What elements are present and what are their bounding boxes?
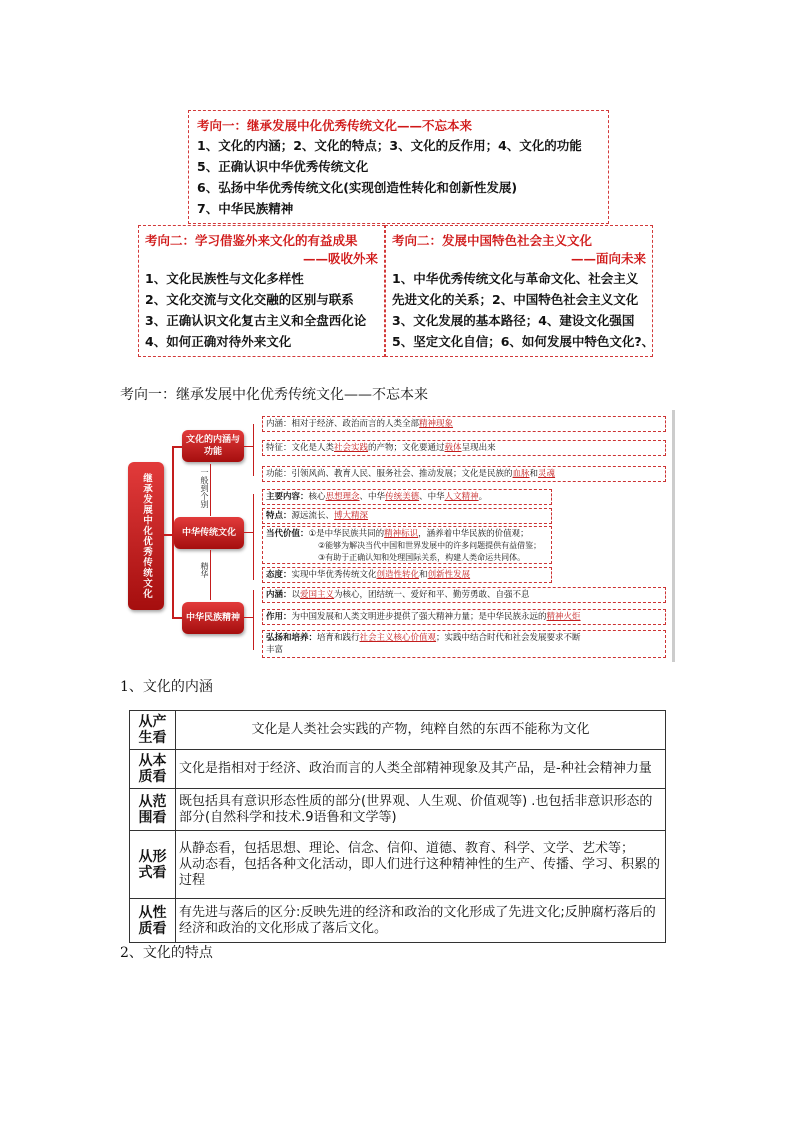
concept-diagram [120,410,675,662]
row-text: 和 [419,570,428,580]
row-label: 当代价值： [266,529,309,539]
connector [172,617,182,619]
connector [253,494,254,580]
section-heading: 考向一：继承发展中化优秀传统文化——不忘本来 [120,387,428,403]
table-value [176,831,666,899]
diagram-root-node: 继承发展中化优秀传统文化 [128,462,164,610]
summary-line: 3、文化发展的基本路径；4、建设文化强国 [392,313,635,328]
table-value: 文化是人类社会实践的产物，纯粹自然的东西不能称为文化 [176,711,666,750]
row-highlight: 创新性发展 [427,570,471,580]
table-row [130,750,666,789]
diagram-row [262,440,666,456]
connector [253,590,254,650]
arrow-down [210,550,211,600]
table-key: 从产生看 [130,711,176,750]
diagram-vlabel: 一般到个别 [200,468,209,508]
row-text: 特征：文化是人类 [266,443,335,453]
row-highlight: 爱国主义 [300,590,335,600]
culture-connotation-table [129,710,666,943]
diagram-node-connotation: 文化的内涵与功能 [182,430,244,462]
row-text: 功能：引领风尚、教育人民、服务社会、推动发展；文化是民族的 [266,469,513,479]
row-highlight: 社会实践 [334,443,369,453]
row-label: 特点： [266,511,292,521]
table-row [130,711,666,750]
table-key: 从性质看 [130,899,176,943]
row-text: ，涵养着中华民族的价值观； [418,529,529,539]
summary-heading: 考向一：继承发展中化优秀传统文化——不忘本来 [197,118,473,133]
row-highlight: 灵魂 [538,469,556,479]
row-text: 、中华 [419,492,445,502]
diagram-row [262,489,552,505]
arrow-up [210,464,211,516]
summary-heading: 考向二：学习借鉴外来文化的有益成果 [145,233,358,248]
connector [172,446,174,618]
row-highlight: 创造性转化 [376,570,420,580]
row-highlight: 社会主义核心价值观 [359,633,437,643]
row-text: 丰富 [266,645,284,655]
row-highlight: 传统美德 [385,492,420,502]
row-text: 、中华 [359,492,386,502]
table-key: 从范围看 [130,789,176,831]
row-label: 内涵： [266,590,292,600]
table-row [130,831,666,899]
row-highlight: 精神现象 [419,419,454,429]
row-label: 态度： [266,570,292,580]
row-label: 作用： [266,612,292,622]
diagram-row [262,609,666,625]
summary-subheading: ——面向未来 [570,251,646,266]
summary-line: 7、中华民族精神 [197,201,294,216]
diagram-vlabel: 精华 [200,562,209,578]
section-heading: 2、文化的特点 [120,945,213,961]
summary-subheading: ——吸收外来 [302,251,378,266]
summary-line: 1、中华优秀传统文化与革命文化、社会主义 [392,271,639,286]
row-highlight: 人文精神 [444,492,479,502]
diagram-row [262,567,552,583]
row-highlight: 思想理念 [325,492,360,502]
summary-line: 1、文化的内涵；2、文化的特点；3、文化的反作用；4、文化的功能 [197,138,582,153]
table-row [130,899,666,943]
summary-line: 1、文化民族性与文化多样性 [145,271,304,286]
row-highlight: 载体 [444,443,462,453]
row-text: 为核心，团结统一、爱好和平、勤劳勇敢、自强不息 [334,590,530,600]
summary-heading: 考向二：发展中国特色社会主义文化 [392,233,593,248]
table-value: 既包括具有意识形态性质的部分(世界观、人生观、价值观等) .也包括非意识形态的部分(自然科学和技术.9语鲁和文学等) [176,789,666,831]
diagram-row [262,416,666,432]
row-highlight: 精神标识 [384,529,419,539]
summary-line: 3、正确认识文化复古主义和全盘西化论 [145,313,367,328]
connector [253,424,254,476]
connector [172,446,182,448]
summary-line: 2、文化交流与文化交融的区别与联系 [145,292,354,307]
diagram-row [262,587,666,603]
row-text: 内涵：相对于经济、政治而言的人类全部 [266,419,420,429]
diagram-row [262,630,666,658]
row-text: ①是中华民族共同的 [308,529,385,539]
summary-box-future [385,225,653,357]
summary-line: 5、正确认识中华优秀传统文化 [197,159,369,174]
table-key: 从本质看 [130,750,176,789]
table-row [130,789,666,831]
row-text: 培育和践行 [317,633,360,643]
row-text: ③有助于正确认知和处理国际关系，构建人类命运共同体。 [318,553,526,562]
diagram-row [262,466,666,482]
summary-line: 5、坚定文化自信；6、如何发展中特色文化?、 [392,334,655,349]
diagram-node-spirit: 中华民族精神 [182,602,244,634]
table-value: 有先进与落后的区分:反映先进的经济和政治的文化形成了先进文化;反肿腐朽落后的经济和政治的文化形成了落后文化。 [176,899,666,943]
row-text: 源远流长、 [291,511,335,521]
summary-line: 4、如何正确对待外来文化 [145,334,292,349]
summary-box-foreign [138,225,385,357]
row-text: 为中国发展和人类文明进步提供了强大精神力量；是中华民族永远的 [291,612,547,622]
row-text: 呈现出来 [461,443,496,453]
row-highlight: 血脉 [512,469,530,479]
diagram-edge [672,410,675,662]
section-heading: 1、文化的内涵 [120,679,213,695]
row-text: 核心 [308,492,326,502]
table-key: 从形式看 [130,831,176,899]
summary-line: 先进文化的关系；2、中国特色社会主义文化 [392,292,639,307]
table-value-line: 从静态看，包括思想、理论、信念、信仰、道德、教育、科学、文学、艺术等； [179,840,635,856]
row-text: 以 [291,590,301,600]
row-text: ②能够为解决当代中国和世界发展中的许多问题提供有益借鉴； [318,541,542,550]
row-text: 实现中华优秀传统文化 [291,570,377,580]
table-value-line: 从动态看，包括各种文化活动，即人们进行这种精神性的生产、传播、学习、积累的过程 [179,856,661,888]
table-value: 文化是指相对于经济、政治而言的人类全部精神现象及其产品，是-种社会精神力量 [176,750,666,789]
summary-line: 6、弘扬中华优秀传统文化(实现创造性转化和创新性发展) [197,180,518,195]
diagram-row [262,508,552,524]
row-text: 和 [529,469,539,479]
row-text: 的产物；文化要通过 [368,443,445,453]
summary-box-tradition [188,110,609,224]
row-text: 。 [478,492,488,502]
row-highlight: 博大精深 [334,511,369,521]
row-label: 主要内容： [266,492,309,502]
diagram-node-tradition: 中华传统文化 [174,517,244,549]
row-highlight: 精神火炬 [546,612,581,622]
row-label: 弘扬和培养： [266,633,318,643]
diagram-row [262,526,552,564]
row-text: ；实践中结合时代和社会发展要求不断 [436,633,581,643]
